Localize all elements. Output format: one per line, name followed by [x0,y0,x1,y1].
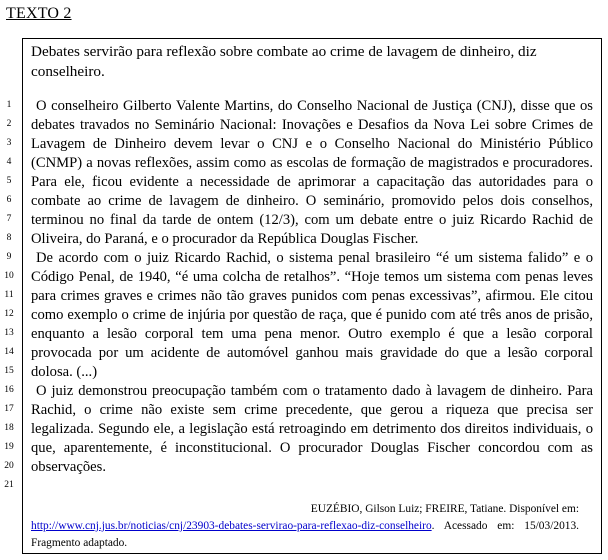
paragraph: O juiz demonstrou preocupação também com o tratamento dado à lavagem de dinheiro. Para Rachid, o crime não existe sem crime precedente, que gerou a riqueza que precisa ser legalizada. Segundo ele, a legislação está retroagindo em detrimento dos direitos individuais, o que, aparentemente, é inconstitucional. O procurador Douglas Fischer concordou com as observações. [31,383,593,475]
line-number: 20 [4,461,14,471]
line-number: 19 [4,442,14,452]
line-number: 4 [6,157,12,167]
source-access-date: . Acessado em: 15/03/2013. Fragmento adaptado. [31,520,579,549]
line-number: 21 [4,480,14,490]
line-number: 1 [6,100,12,110]
article-title: Debates servirão para reflexão sobre combate ao crime de lavagem de dinheiro, diz conselheiro. [31,43,537,80]
source-link[interactable]: http://www.cnj.jus.br/noticias/cnj/23903-debates-servirao-para-reflexao-diz-conselheiro [31,520,432,532]
source-authors: EUZÉBIO, Gilson Luiz; FREIRE, Tatiane. Disponível em: [310,503,579,515]
line-number: 18 [4,423,14,433]
article-body [31,97,593,477]
source-citation [31,501,579,552]
paragraph: O conselheiro Gilberto Valente Martins, do Conselho Nacional de Justiça (CNJ), disse que os debates travados no Seminário Nacional: Inovações e Desafios da Nova Lei sobre Crimes de Lavagem de Dinheiro devem levar o CNJ e o Conselho Nacional do Ministério Público (CNMP) a novas reflexões, assim como as escolas de formação de magistrados e procuradores. Para ele, ficou evidente a necessidade de aprimorar a capacitação das autoridades para o combate ao crime de lavagem de dinheiro. O seminário, promovido pelos dois conselhos, terminou no final da tarde de ontem (12/3), com um debate entre o juiz Ricardo Rachid de Oliveira, do Paraná, e o procurador da República Douglas Fischer. [31,98,593,247]
paragraph: De acordo com o juiz Ricardo Rachid, o sistema penal brasileiro “é um sistema falido” e o Código Penal, de 1940, “é uma colcha de retalhos”. “Hoje temos um sistema com penas leves para crimes graves e crimes não tão graves punidos com penas excessivas”, afirmou. Ele citou como exemplo o crime de injúria por questão de raça, que é punido com até três anos de prisão, enquanto a lesão corporal tem uma pena menor. Outro exemplo é que a lesão corporal provocada por um acidente de automóvel ganhou mais gravidade do que a lesão corporal dolosa. (...) [31,250,593,380]
line-number: 2 [6,119,12,129]
line-number: 6 [6,195,12,205]
section-heading: TEXTO 2 [6,5,72,22]
line-number: 3 [6,138,12,148]
line-number: 8 [6,233,12,243]
line-number: 7 [6,214,12,224]
line-number: 14 [4,347,14,357]
line-number: 5 [6,176,12,186]
line-number-column [0,96,18,495]
text-frame [22,38,602,554]
line-number: 17 [4,404,14,414]
line-number: 13 [4,328,14,338]
line-number: 16 [4,385,14,395]
line-number: 12 [4,309,14,319]
line-number: 9 [6,252,12,262]
line-number: 15 [4,366,14,376]
line-number: 10 [4,271,14,281]
line-number: 11 [4,290,14,300]
